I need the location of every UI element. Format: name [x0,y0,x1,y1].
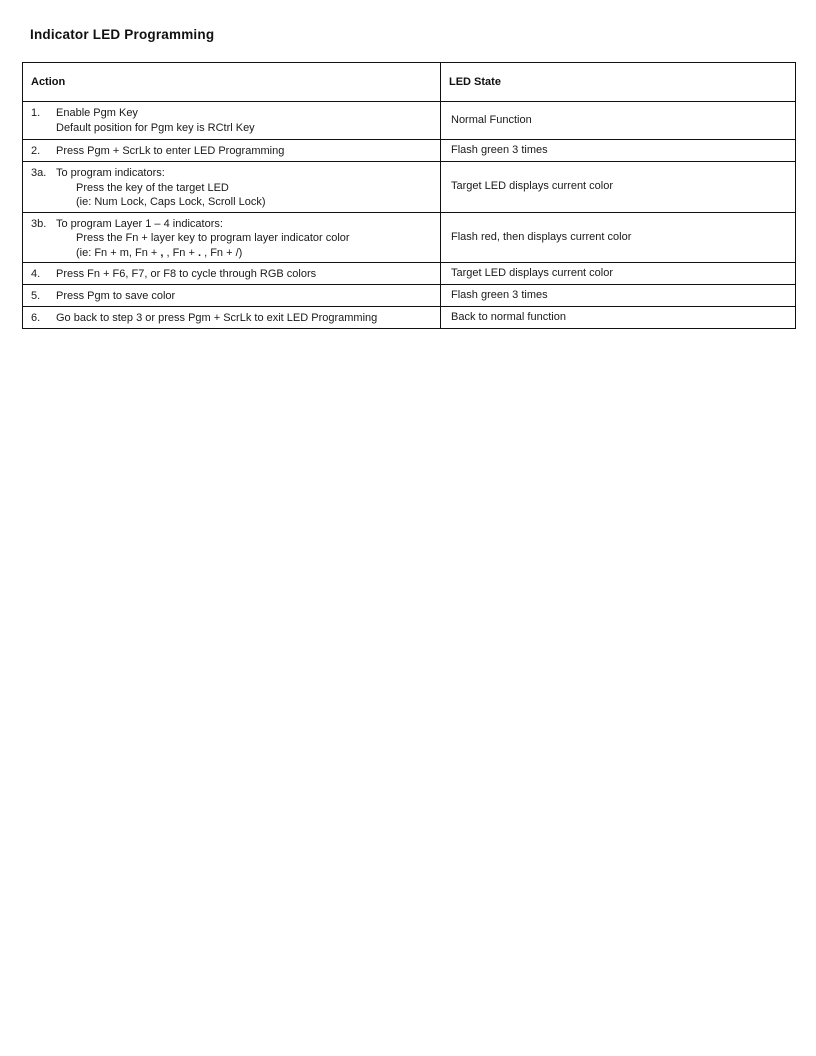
led-state-cell: Back to normal function [441,307,796,329]
led-state-cell: Flash green 3 times [441,285,796,307]
action-cell [23,102,441,140]
column-header-led-state: LED State [441,63,796,102]
table-row-step-2 [23,140,796,162]
action-line: To program indicators: [56,167,165,179]
action-line: Press the Fn + layer key to program layer indicator color [76,232,350,244]
table-header-row [23,63,796,102]
led-state-cell: Normal Function [441,102,796,140]
step-number: 2. [31,145,41,157]
action-line [56,246,436,261]
action-line-segment: , Fn + [163,246,198,259]
led-programming-table [22,62,796,329]
led-state-cell: Flash green 3 times [441,140,796,162]
step-number: 5. [31,290,41,302]
action-line: Default position for Pgm key is RCtrl Key [56,121,255,134]
table-row-step-3a [23,162,796,213]
led-state-cell: Target LED displays current color [441,263,796,285]
table-row-step-4 [23,263,796,285]
action-line-segment: , Fn + [201,246,236,259]
action-cell [23,263,441,285]
action-line-segment: (ie: Fn + m, Fn + [76,246,161,259]
action-cell [23,212,441,263]
table-row-step-1 [23,102,796,140]
action-line: To program Layer 1 – 4 indicators: [56,217,223,230]
action-line: Enable Pgm Key [56,107,138,119]
table-row-step-3b [23,212,796,263]
page-title: Indicator LED Programming [30,27,215,42]
step-number: 4. [31,268,41,280]
step-number: 3b. [31,217,47,230]
action-line: Press the key of the target LED [76,181,229,194]
step-number: 6. [31,312,41,324]
action-line: Press Pgm + ScrLk to enter LED Programming [56,145,285,157]
table-row-step-6 [23,307,796,329]
comma-key-glyph: , [160,246,164,259]
action-line-segment: ) [238,246,243,259]
action-line: (ie: Num Lock, Caps Lock, Scroll Lock) [76,196,266,208]
column-header-action: Action [23,63,441,102]
action-line: Press Fn + F6, F7, or F8 to cycle through RGB colors [56,268,317,280]
action-cell [23,140,441,162]
table-row-step-5 [23,285,796,307]
led-state-cell: Target LED displays current color [441,162,796,213]
slash-key-glyph: / [235,246,239,259]
action-cell [23,162,441,213]
step-number: 3a. [31,167,47,179]
action-cell [23,285,441,307]
step-number: 1. [31,107,41,119]
action-cell [23,307,441,329]
action-line: Press Pgm to save color [56,290,176,302]
action-line: Go back to step 3 or press Pgm + ScrLk to exit LED Programming [56,312,378,324]
led-state-cell: Flash red, then displays current color [441,212,796,263]
period-key-glyph: . [197,246,202,259]
